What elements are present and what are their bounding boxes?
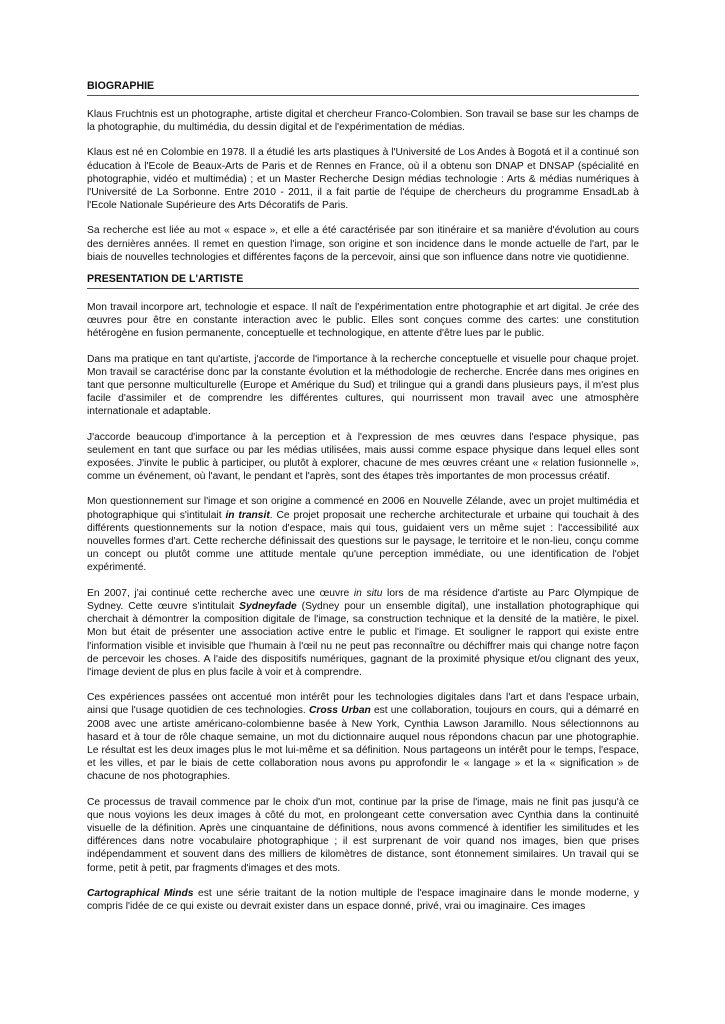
biographie-paragraph-1: Klaus Fruchtnis est un photographe, artiste digital et chercheur Franco-Colombien. Son travail se base sur les champs de la photographie, du multimédia, du dessin digital et de l'expérimentation de médias. <box>87 109 639 134</box>
presentation-paragraph-4 <box>87 495 639 574</box>
biographie-paragraph-2: Klaus est né en Colombie en 1978. Il a étudié les arts plastiques à l'Université de Los Andes à Bogotá et il a continué son éducation à l'Ecole de Beaux-Arts de Paris et de Rennes en France, où il a obtenu son DNAP et DNSAP (spécialité en photographie, vidéo et multimédia) ; et un Master Recherche Design médias technologie : Arts & médias numériques à l'Université de La Sorbonne. Entre 2010 - 2011, il a fait partie de l'équipe de chercheurs du programme EnsadLab à l'Ecole Nationale Supérieure des Arts Décoratifs de Paris. <box>87 147 639 212</box>
paragraph-text: . Ce projet proposait une recherche architecturale et urbaine qui touchait à des différents questionnements sur la notion d'espace, mais qui tous, guidaient vers un même sujet : l'accessibilité aux nouvelles formes d'art. Cette recherche définissait des questions sur le paysage, le territoire et le non-lieu, conçu comme un concept ou plutôt comme une attitude mentale qu'une perception immédiate, ou une identification de l'objet expérimenté. <box>87 509 639 574</box>
paragraph-text: Ces expériences passées ont accentué mon intérêt pour les technologies digitales dans l'art et dans l'espace urbain, ainsi que l'usage quotidien de ces technologies. <box>87 692 639 717</box>
paragraph-text: lors de ma résidence d'artiste au Parc Olympique de Sydney. Cette œuvre s'intitulait <box>87 587 640 612</box>
document-page <box>87 80 639 925</box>
presentation-paragraph-8 <box>87 887 639 913</box>
presentation-paragraph-6 <box>87 691 639 783</box>
presentation-paragraph-3: J'accorde beaucoup d'importance à la perception et à l'expression de mes œuvres dans l'espace physique, pas seulement en tant que surface ou par les médias utilisées, mais aussi comme espace physique dans lequel elles sont exposées. J'invite le public à participer, ou plutôt à explorer, chacune de mes œuvres créant une « relation fusionnelle », comme un événement, où l'avant, le pendant et l'après, sont des étapes très importantes de mon processus créatif. <box>87 431 639 483</box>
work-title-sydneyfade: Sydneyfade <box>239 600 297 612</box>
presentation-paragraph-7: Ce processus de travail commence par le choix d'un mot, continue par la prise de l'image, mais ne finit pas jusqu'à ce que nous voyions les deux images à côté du mot, en prolongeant cette conversation avec Cynthia dans la continuité visuelle de la définition. Après une cinquantaine de définitions, nous avons commencé à identifier les similitudes et les différences dans notre vocabulaire photographique ; il est surprenant de voir quand nos images, bien que prises indépendamment et souvent dans des milliers de kilomètres de distance, sont étonnement similaires. Un travail qui se forme, petit à petit, par fragments d'images et des mots. <box>87 796 639 874</box>
biographie-heading: BIOGRAPHIE <box>87 80 639 96</box>
paragraph-text: (Sydney pour un ensemble digital), une installation photographique qui cherchait à démontrer la composition digitale de l'image, sa construction technique et la densité de la matière, le pixel. Mon but était de présenter une association active entre le public et l'image. Et souligner le rapport qui existe entre l'information visible et invisible que l'humain à l'œil nu ne peut pas reconnaître ou déchiffrer mais qui change notre façon de percevoir les choses. A l'aide des dispositifs numériques, gagnant de la proximité physique et/ou clignant des yeux, l'image devient de plus en plus facile à voir et à comprendre. <box>87 600 639 678</box>
biographie-paragraph-3: Sa recherche est liée au mot « espace », et elle a été caractérisée par son itinéraire et sa manière d'évolution au cours des dernières années. Il remet en question l'image, son origine et son incidence dans le monde actuelle de l'art, par le biais de nouvelles technologies et différentes façons de la percevoir, ainsi que son influence dans notre vie quotidienne. <box>87 225 639 263</box>
paragraph-text: Mon questionnement sur l'image et son origine a commencé en 2006 en Nouvelle Zélande, avec un projet multimédia et photographique qui s'intitulait <box>87 496 639 521</box>
work-title-cross-urban: Cross Urban <box>308 705 371 717</box>
presentation-paragraph-1: Mon travail incorpore art, technologie et espace. Il naît de l'expérimentation entre photographie et art digital. Je crée des œuvres pour être en constante interaction avec le public. Elles sont conçues comme des cartes: une constitution hétérogène en fusion permanente, conceptuelle et technologique, en attente d'être lues par le public. <box>87 302 639 340</box>
paragraph-text: est une série traitant de la notion multiple de l'espace imaginaire dans le monde moderne, y compris l'idée de ce qui existe ou devrait exister dans un espace donné, privé, vrai ou imaginaire. Ces images <box>87 887 639 912</box>
presentation-paragraph-2: Dans ma pratique en tant qu'artiste, j'accorde de l'importance à la recherche conceptuelle et visuelle pour chaque projet. Mon travail se caractérise donc par la constante évolution et la méthodologie de recherche. Encrée dans mes origines en tant que personne multiculturelle (Europe et Amérique du Sud) et trilingue qui a grandi dans plusieurs pays, il m'est plus facile d'assimiler et de comprendre les différentes cultures, qui nourrissent mon travail avec une atmosphère internationale et adaptable. <box>87 353 639 418</box>
in-situ-term: in situ <box>353 587 383 599</box>
presentation-heading: PRESENTATION DE L'ARTISTE <box>87 273 639 289</box>
paragraph-text: est une collaboration, toujours en cours, qui a démarré en 2008 avec une artiste américano-colombienne basée à New York, Cynthia Lawson Jaramillo. Nous sélectionnons au hasard et à tour de rôle chaque semaine, un mot du dictionnaire auquel nous répondons chacun par une photographie. Le résultat est les deux images plus le mot lui-même et sa définition. Nous partageons un intérêt pour le temps, l'espace, et les villes, et par le biais de cette collaboration nous avons pu approfondir le « langage » et la « signification » de chacune de nos photographies. <box>87 705 640 783</box>
paragraph-text: En 2007, j'ai continué cette recherche avec une œuvre <box>87 587 354 599</box>
work-title-in-transit: in transit <box>225 509 270 521</box>
work-title-cartographical-minds: Cartographical Minds <box>87 887 194 899</box>
presentation-paragraph-5 <box>87 587 639 679</box>
